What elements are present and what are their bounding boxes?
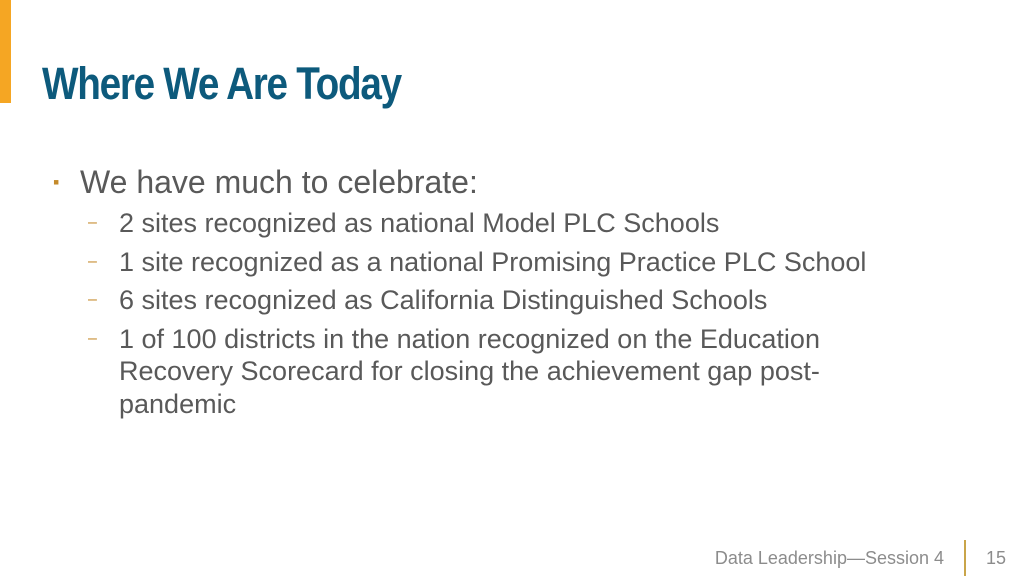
page-number: 15 xyxy=(986,548,1007,568)
sub-bullet-text: 2 sites recognized as national Model PLC Schools xyxy=(119,208,720,238)
sub-bullet-item xyxy=(50,323,970,421)
title-accent-bar xyxy=(0,0,11,103)
sub-bullet-text: 1 site recognized as a national Promising Practice PLC School xyxy=(119,246,867,277)
footer-divider xyxy=(964,540,966,576)
sub-bullet-text: 6 sites recognized as California Distinguished Schools xyxy=(119,285,768,315)
footer-session-label: Data Leadership—Session 4 xyxy=(714,548,944,568)
sub-bullet-text: 1 of 100 districts in the nation recognized on the Education Recovery Scorecard for closing the achievement gap post-pandemic xyxy=(119,323,820,419)
sub-bullet-item xyxy=(50,284,970,317)
slide-body xyxy=(50,163,970,420)
slide-title: Where We Are Today xyxy=(42,58,401,109)
sub-bullet-item xyxy=(50,246,970,279)
sub-bullet-item xyxy=(50,207,970,240)
dash-bullet-icon: – xyxy=(88,214,97,231)
sub-bullet-list xyxy=(50,207,970,420)
dash-bullet-icon: – xyxy=(88,252,97,270)
square-bullet-icon: ▪ xyxy=(53,172,60,192)
dash-bullet-icon: – xyxy=(88,329,97,347)
bullet-text: We have much to celebrate: xyxy=(80,164,478,200)
dash-bullet-icon: – xyxy=(88,291,97,308)
bullet-item xyxy=(50,163,970,201)
